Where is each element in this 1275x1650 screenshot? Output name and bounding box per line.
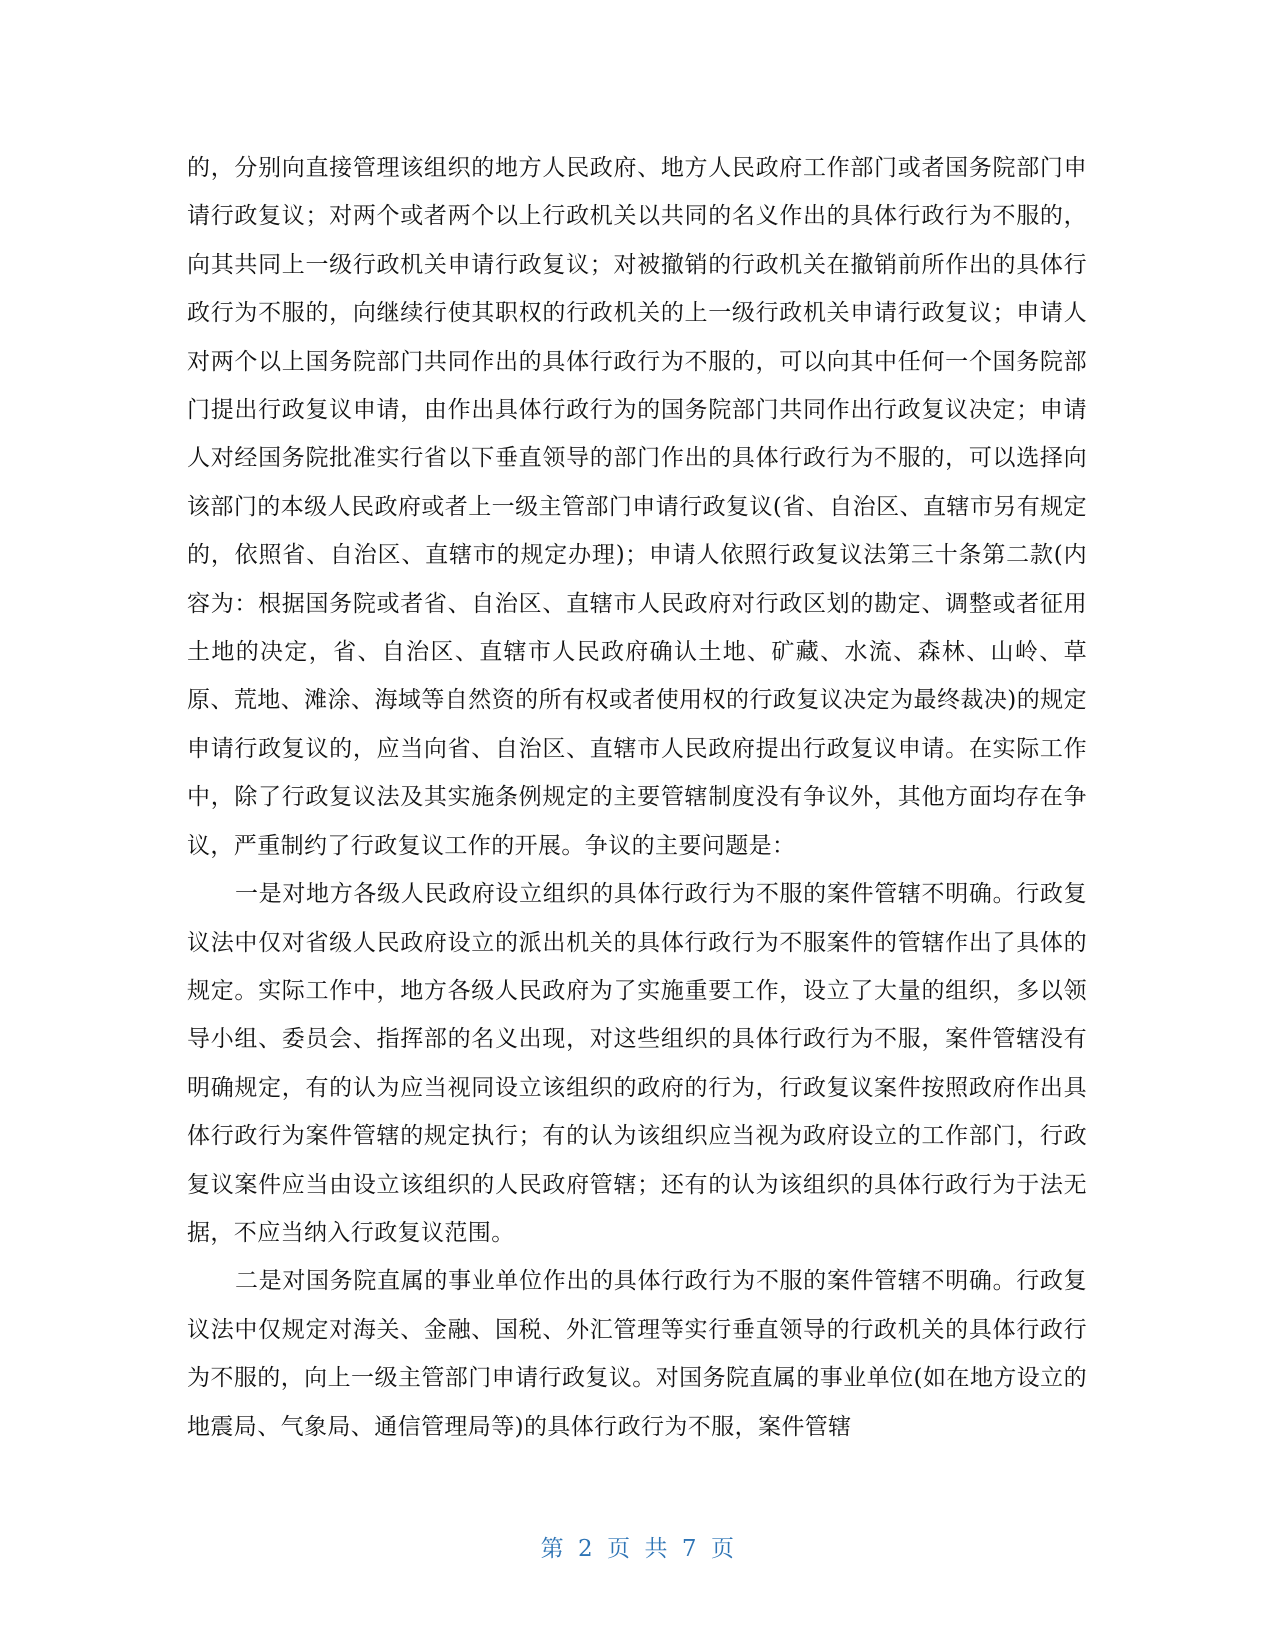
paragraph-issue-one: 一是对地方各级人民政府设立组织的具体行政行为不服的案件管辖不明确。行政复议法中仅对省级人民政府设立的派出机关的具体行政行为不服案件的管辖作出了具体的规定。实际工作中，地方各级人民政府为了实施重要工作，设立了大量的组织，多以领导小组、委员会、指挥部的名义出现，对这些组织的具体行政行为不服，案件管辖没有明确规定，有的认为应当视同设立该组织的政府的行为，行政复议案件按照政府作出具体行政行为案件管辖的规定执行；有的认为该组织应当视为政府设立的工作部门，行政复议案件应当由设立该组织的人民政府管辖；还有的认为该组织的具体行政行为于法无据，不应当纳入行政复议范围。	[187, 881, 1087, 1246]
footer-total-prefix: 共	[644, 1536, 668, 1562]
footer-page-word: 页	[607, 1536, 631, 1562]
footer-suffix: 页	[710, 1536, 735, 1562]
footer-page-number: 2	[578, 1536, 594, 1562]
paragraph-issue-two: 二是对国务院直属的事业单位作出的具体行政行为不服的案件管辖不明确。行政复议法中仅规定对海关、金融、国税、外汇管理等实行垂直领导的行政机关的具体行政行为不服的，向上一级主管部门申请行政复议。对国务院直属的事业单位(如在地方设立的地震局、气象局、通信管理局等)的具体行政行为不服，案件管辖	[187, 1268, 1087, 1440]
footer-prefix: 第	[540, 1536, 565, 1562]
paragraph-continuation: 的，分别向直接管理该组织的地方人民政府、地方人民政府工作部门或者国务院部门申请行政复议；对两个或者两个以上行政机关以共同的名义作出的具体行政行为不服的，向其共同上一级行政机关申请行政复议；对被撤销的行政机关在撤销前所作出的具体行政行为不服的，向继续行使其职权的行政机关的上一级行政机关申请行政复议；申请人对两个以上国务院部门共同作出的具体行政行为不服的，可以向其中任何一个国务院部门提出行政复议申请，由作出具体行政行为的国务院部门共同作出行政复议决定；申请人对经国务院批准实行省以下垂直领导的部门作出的具体行政行为不服的，可以选择向该部门的本级人民政府或者上一级主管部门申请行政复议(省、自治区、直辖市另有规定的，依照省、自治区、直辖市的规定办理)；申请人依照行政复议法第三十条第二款(内容为：根据国务院或者省、自治区、直辖市人民政府对行政区划的勘定、调整或者征用土地的决定，省、自治区、直辖市人民政府确认土地、矿藏、水流、森林、山岭、草原、荒地、滩涂、海域等自然资的所有权或者使用权的行政复议决定为最终裁决)的规定申请行政复议的，应当向省、自治区、直辖市人民政府提出行政复议申请。在实际工作中，除了行政复议法及其实施条例规定的主要管辖制度没有争议外，其他方面均存在争议，严重制约了行政复议工作的开展。争议的主要问题是：	[187, 155, 1087, 859]
footer-total-pages: 7	[681, 1536, 697, 1562]
page-footer	[0, 1530, 1275, 1563]
document-body	[187, 144, 1087, 1451]
